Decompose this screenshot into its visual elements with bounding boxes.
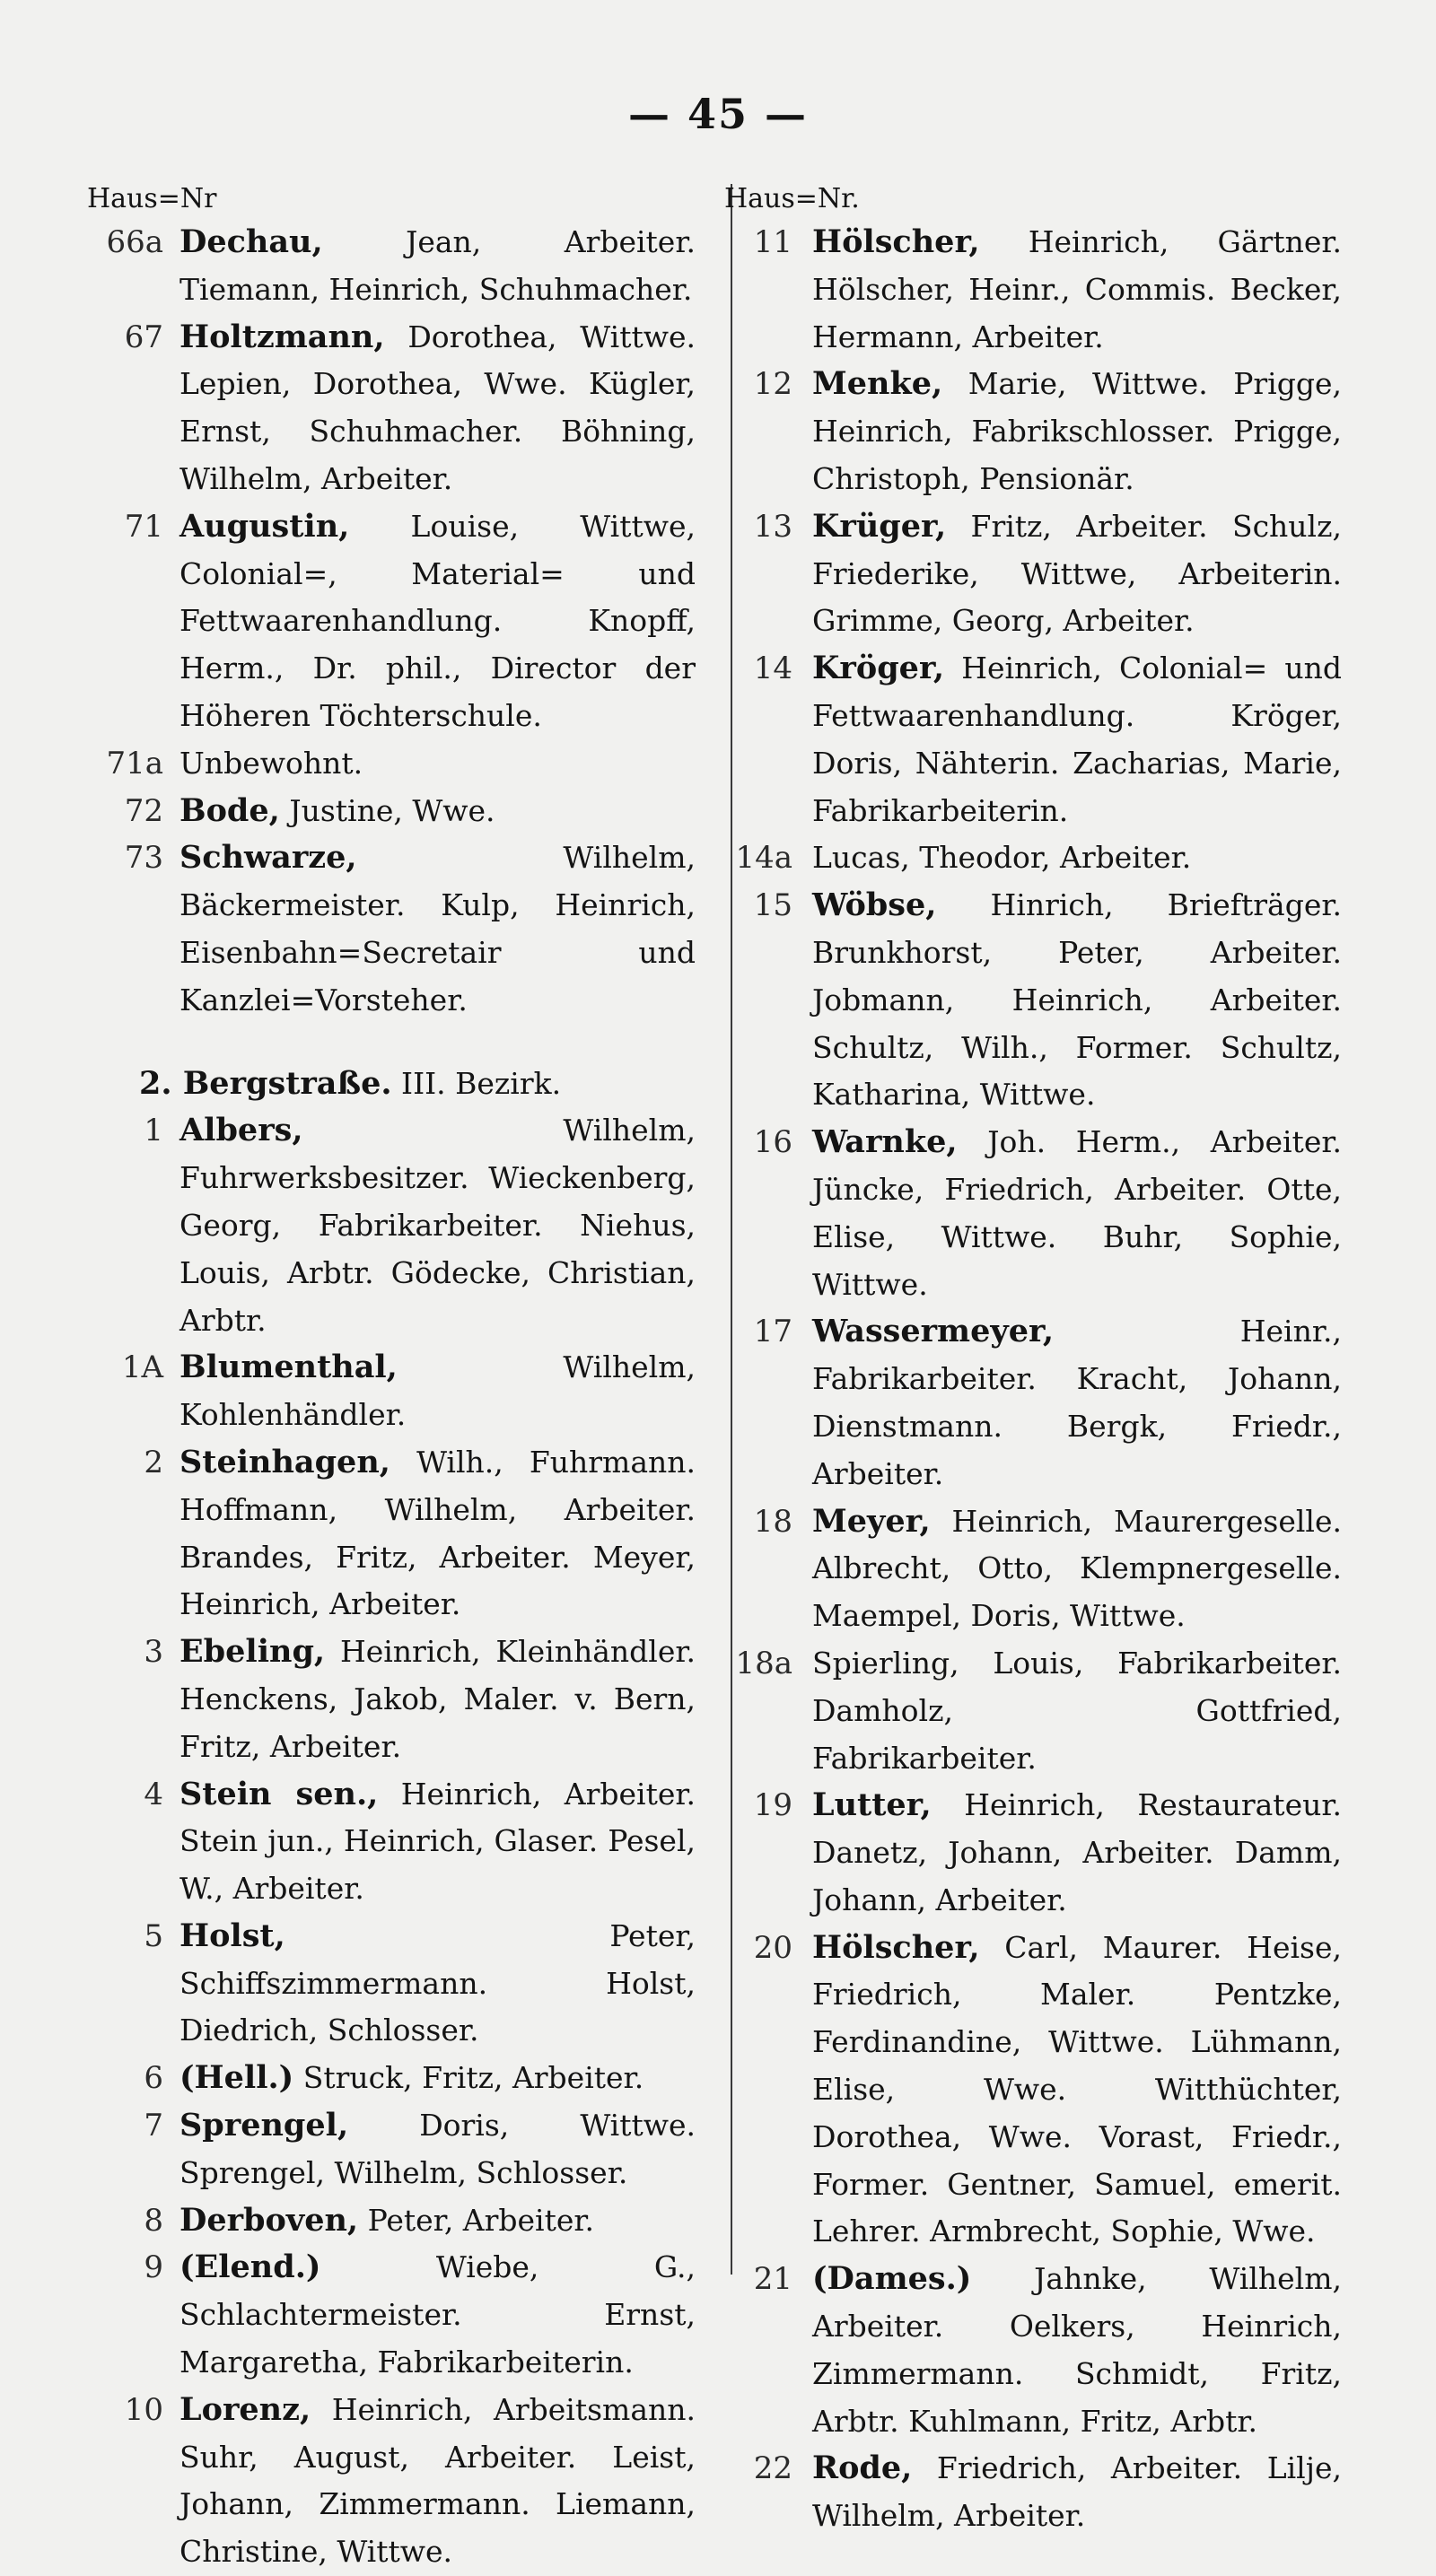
owner-name: Bode, [180,791,280,829]
owner-name: Hölscher, [812,1928,980,1966]
entry-text [812,1782,1342,1924]
house-number: 13 [753,508,792,545]
house-number-header: Haus=Nr [87,183,217,214]
house-number: 73 [124,840,163,877]
house-number: 1 [144,1113,163,1149]
entry [76,788,696,835]
entry-text [180,1913,696,2055]
entry-text [180,2244,696,2386]
residents-text: Heinrich, Maurergeselle. Albrecht, Otto, Klempnergeselle. Maempel, Doris, Wittwe. [812,1503,1342,1634]
owner-name: Hölscher, [812,223,980,260]
entry-text [812,1640,1342,1782]
owner-name: (Hell.) [180,2059,294,2097]
left-entries-top [76,219,696,1025]
entry [714,2256,1342,2445]
residents-text: Wilhelm, Kohlenhändler. [180,1349,696,1433]
house-number: 16 [753,1124,792,1161]
house-number: 20 [753,1929,792,1966]
residents-text: Marie, Wittwe. Prigge, Heinrich, Fabrikschlosser. Prigge, Christoph, Pensionär. [812,366,1342,496]
owner-name: Lutter, [812,1786,932,1824]
residents-text: Friedrich, Arbeiter. Lilje, Wilhelm, Arbeiter. [812,2450,1342,2534]
owner-name: Albers, [180,1112,303,1149]
residents-text: Wiebe, G., Schlachtermeister. Ernst, Margaretha, Fabrikarbeiterin. [180,2249,696,2380]
entry-text [180,219,696,314]
house-number: 18a [735,1645,792,1681]
residents-text: Jean, Arbeiter. Tiemann, Heinrich, Schuhmacher. [180,224,696,307]
entry-text [812,361,1342,502]
residents-text: Wilh., Fuhrmann. Hoffmann, Wilhelm, Arbeiter. Brandes, Fritz, Arbeiter. Meyer, Heinrich, Arbeiter. [180,1444,696,1622]
entry-text [812,1925,1342,2257]
entry [76,2244,696,2386]
owner-name: Derboven, [180,2201,359,2239]
entry [76,740,696,788]
entry-text [180,834,696,1024]
owner-name: Rode, [812,2449,913,2487]
owner-name: Stein sen., [180,1775,379,1812]
residents-text: Wilhelm, Fuhrwerksbesitzer. Wieckenberg, Georg, Fabrikarbeiter. Niehus, Louis, Arbtr. Gödecke, Christian, Arbtr. [180,1113,696,1338]
residents-text: Unbewohnt. [180,745,363,781]
residents-text: Lucas, Theodor, Arbeiter. [812,840,1192,876]
entry [714,645,1342,834]
house-number: 6 [144,2060,163,2097]
right-entries [714,219,1342,2540]
house-number: 8 [144,2202,163,2239]
entry-text [812,2445,1342,2540]
owner-name: (Dames.) [812,2260,972,2298]
entry-text [180,1439,696,1629]
house-number: 17 [753,1314,792,1350]
street-name: 2. Bergstraße. [139,1064,392,1102]
entry-text [180,2102,696,2197]
entry [76,1344,696,1439]
house-number: 21 [753,2261,792,2298]
entry-text [812,503,1342,645]
entry-text [812,645,1342,834]
entry-text [180,1771,696,1913]
owner-name: Krüger, [812,507,947,545]
entry [76,1629,696,1770]
house-number: 1A [121,1349,163,1386]
house-number: 22 [753,2450,792,2487]
residents-text: Heinrich, Kleinhändler. Henckens, Jakob, Maler. v. Bern, Fritz, Arbeiter. [180,1634,696,1764]
house-number-header: Haus=Nr. [724,183,860,214]
house-number: 3 [144,1634,163,1671]
entry [76,219,696,314]
owner-name: Augustin, [180,507,350,545]
house-number: 4 [144,1776,163,1812]
entry-text [180,1629,696,1770]
residents-text: Hinrich, Briefträger. Brunkhorst, Peter, Arbeiter. Jobmann, Heinrich, Arbeiter. Schultz, Wilh., Former. Schultz, Katharina, Wittwe. [812,887,1342,1113]
house-number: 9 [144,2249,163,2286]
entry [76,834,696,1024]
house-number: 14 [753,651,792,687]
entry [714,503,1342,645]
house-number: 11 [753,224,792,260]
house-number: 18 [753,1503,792,1540]
house-number: 14a [735,840,792,877]
owner-name: Ebeling, [180,1633,326,1671]
house-number: 66a [106,224,163,260]
residents-text: Peter, Arbeiter. [367,2202,595,2238]
entry-text [180,2055,696,2102]
entry [76,503,696,740]
house-number: 19 [753,1787,792,1824]
residents-text: Doris, Wittwe. Sprengel, Wilhelm, Schlosser. [180,2108,696,2190]
left-entries-bottom [76,1107,696,2576]
street-heading [139,1061,696,1108]
entry [714,1640,1342,1782]
house-number: 12 [753,366,792,403]
entry-text [812,1498,1342,1640]
entry [76,1913,696,2055]
house-number: 15 [753,887,792,924]
residents-text: Heinrich, Arbeiter. Stein jun., Heinrich, Glaser. Pesel, W., Arbeiter. [180,1776,696,1907]
entry [714,361,1342,502]
residents-text: Fritz, Arbeiter. Schulz, Friederike, Wittwe, Arbeiterin. Grimme, Georg, Arbeiter. [812,508,1342,639]
residents-text: Joh. Herm., Arbeiter. Jüncke, Friedrich, Arbeiter. Otte, Elise, Wittwe. Buhr, Sophie, Wittwe. [812,1124,1342,1302]
entry [714,1498,1342,1640]
entry-text [180,314,696,503]
entry [714,1308,1342,1498]
residents-text: Struck, Fritz, Arbeiter. [302,2060,644,2096]
page-number: — 45 — [627,90,809,138]
entry-text [812,1119,1342,1308]
owner-name: Holst, [180,1917,285,1954]
owner-name: Sprengel, [180,2107,349,2144]
residents-text: Spierling, Louis, Fabrikarbeiter. Damholz, Gottfried, Fabrikarbeiter. [812,1645,1342,1776]
entry [714,219,1342,361]
owner-name: Wassermeyer, [812,1313,1055,1350]
entry-text [812,219,1342,361]
owner-name: Blumenthal, [180,1349,398,1386]
owner-name: Dechau, [180,223,323,260]
house-number: 5 [144,1917,163,1954]
entry-text [180,1344,696,1439]
residents-text: Peter, Schiffszimmermann. Holst, Diedrich, Schlosser. [180,1917,696,2048]
entry [714,882,1342,1119]
entry [714,1782,1342,1924]
entry [76,1107,696,1344]
entry-text [180,2387,696,2576]
entry [76,314,696,503]
owner-name: Meyer, [812,1502,931,1540]
owner-name: Holtzmann, [180,318,385,355]
residents-text: Heinrich, Restaurateur. Danetz, Johann, Arbeiter. Damm, Johann, Arbeiter. [812,1787,1342,1917]
owner-name: Schwarze, [180,839,357,877]
entry [76,2387,696,2576]
house-number: 67 [124,319,163,355]
residents-text: Justine, Wwe. [289,792,495,828]
owner-name: Steinhagen, [180,1443,390,1480]
entry [714,2445,1342,2540]
house-number: 71a [106,745,163,782]
street-district: III. Bezirk. [401,1065,562,1101]
residents-text: Heinrich, Gärtner. Hölscher, Heinr., Commis. Becker, Hermann, Arbeiter. [812,224,1342,354]
residents-text: Wilhelm, Bäckermeister. Kulp, Heinrich, Eisenbahn=Secretair und Kanzlei=Vorsteher. [180,840,696,1017]
entry-text [812,1308,1342,1498]
residents-text: Heinr., Fabrikarbeiter. Kracht, Johann, Dienstmann. Bergk, Friedr., Arbeiter. [812,1314,1342,1491]
entry [714,834,1342,882]
owner-name: Kröger, [812,650,945,687]
left-column [76,179,696,2576]
house-number: 7 [144,2108,163,2144]
residents-text: Jahnke, Wilhelm, Arbeiter. Oelkers, Heinrich, Zimmermann. Schmidt, Fritz, Arbtr. Kuhlmann, Fritz, Arbtr. [812,2261,1342,2439]
entry [76,1771,696,1913]
owner-name: Menke, [812,365,943,403]
entry-text [180,788,696,835]
entry [714,1119,1342,1308]
right-column [714,179,1342,2540]
owner-name: (Elend.) [180,2249,321,2286]
residents-text: Louise, Wittwe, Colonial=, Material= und Fettwaarenhandlung. Knopff, Herm., Dr. phil., Director der Höheren Töchterschule. [180,508,696,733]
entry-text [180,503,696,740]
entry-text [812,2256,1342,2445]
entry [76,2055,696,2102]
owner-name: Warnke, [812,1123,958,1161]
entry-text [812,882,1342,1119]
residents-text: Heinrich, Colonial= und Fettwaarenhandlung. Kröger, Doris, Nähterin. Zacharias, Marie, Fabrikarbeiterin. [812,651,1342,828]
house-number: 10 [124,2391,163,2428]
entry [714,1925,1342,2257]
house-number: 72 [124,792,163,829]
entry [76,2102,696,2197]
entry-text [180,740,696,788]
residents-text: Heinrich, Arbeitsmann. Suhr, August, Arbeiter. Leist, Johann, Zimmermann. Liemann, Christine, Wittwe. [180,2391,696,2570]
entry-text [812,834,1342,882]
house-number: 71 [124,508,163,545]
residents-text: Dorothea, Wittwe. Lepien, Dorothea, Wwe. Kügler, Ernst, Schuhmacher. Böhning, Wilhelm, Arbeiter. [180,319,696,496]
owner-name: Lorenz, [180,2390,311,2428]
entry [76,1439,696,1629]
entry-text [180,2197,696,2245]
house-number: 2 [144,1444,163,1480]
entry [76,2197,696,2245]
residents-text: Carl, Maurer. Heise, Friedrich, Maler. Pentzke, Ferdinandine, Wittwe. Lühmann, Elise, Wwe. Witthüchter, Dorothea, Wwe. Vorast, Friedr., Former. Gentner, Samuel, emerit. Lehrer. Armbrecht, Sophie, Wwe. [812,1929,1342,2249]
entry-text [180,1107,696,1344]
owner-name: Wöbse, [812,886,937,924]
